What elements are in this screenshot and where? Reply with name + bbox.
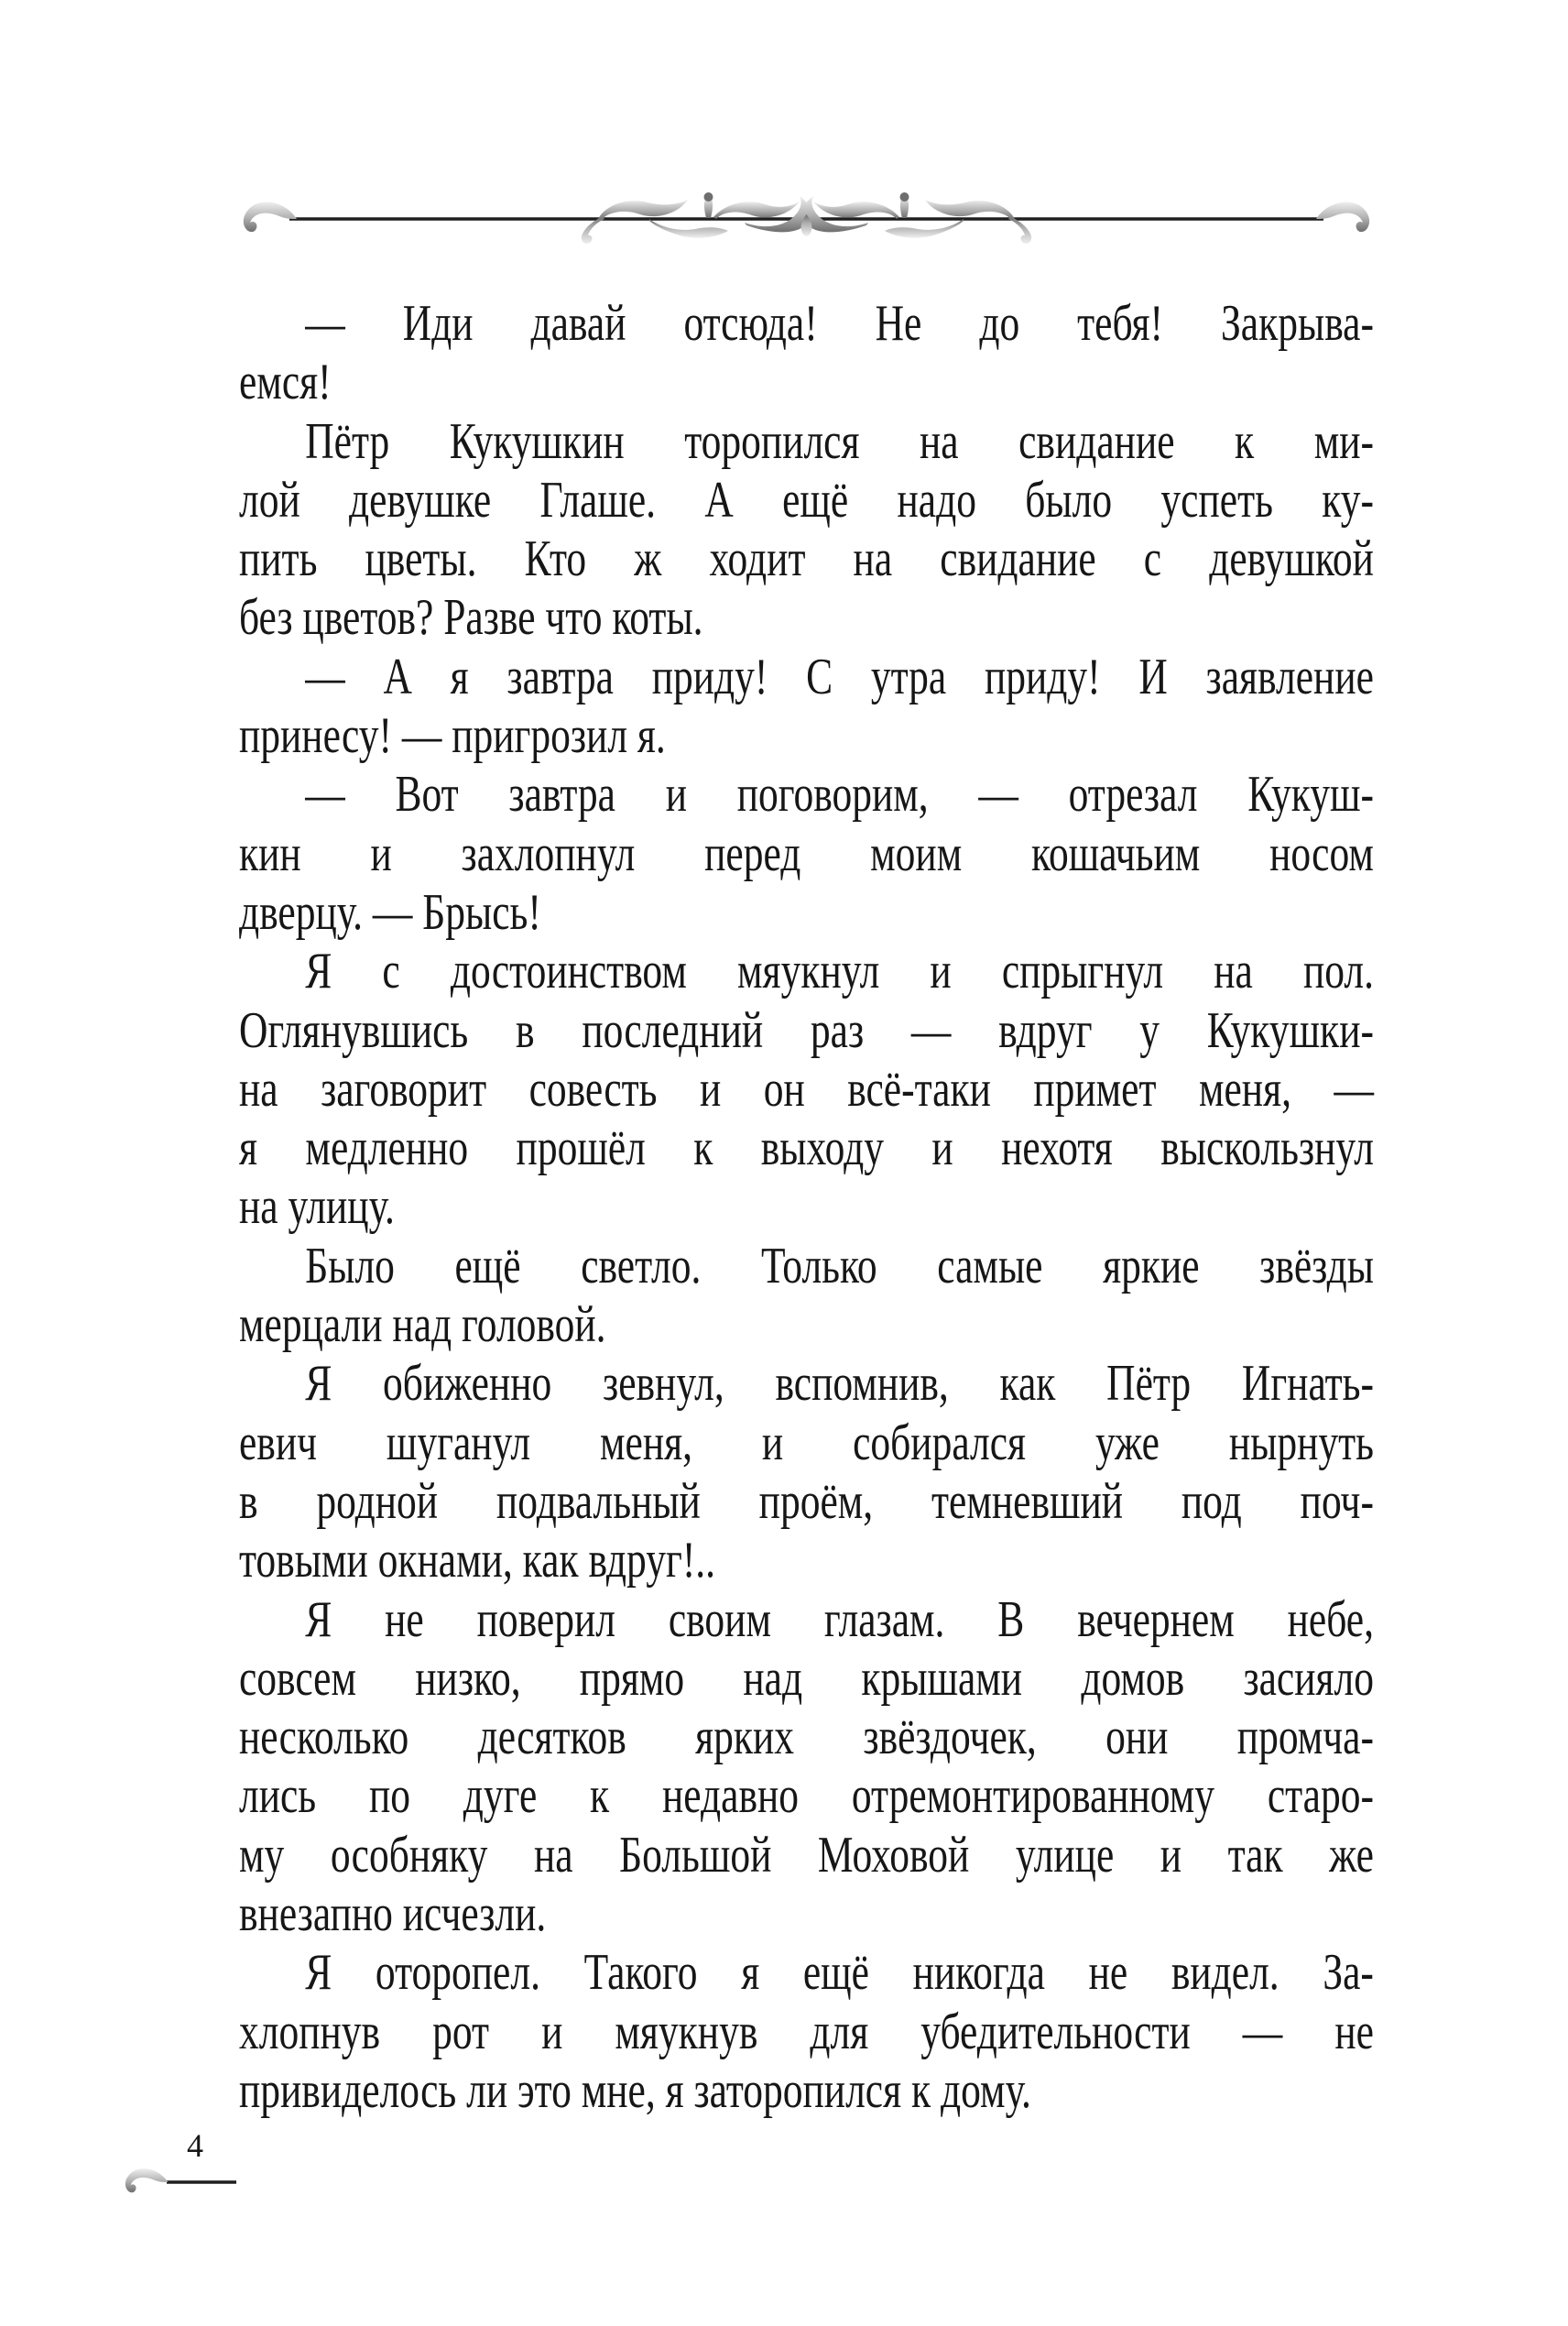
text-line: Оглянувшись в последний раз — вдруг у Кукушки-: [239, 1001, 1374, 1059]
text-line: пить цветы. Кто ж ходит на свидание с девушкой: [239, 530, 1374, 588]
text-line: Было ещё светло. Только самые яркие звёзды: [305, 1237, 1374, 1294]
text-line: Я оторопел. Такого я ещё никогда не видел. За-: [305, 1944, 1374, 2002]
text-line: — Вот завтра и поговорим, — отрезал Кукуш-: [305, 766, 1374, 824]
text-line: Я обиженно зевнул, вспомнив, как Пётр Игнать-: [305, 1355, 1374, 1413]
text-line: товыми окнами, как вдруг!..: [239, 1532, 716, 1589]
text-line: я медленно прошёл к выходу и нехотя выскользнул: [239, 1119, 1374, 1177]
text-line: внезапно исчезли.: [239, 1885, 547, 1943]
text-line: лой девушке Глаше. А ещё надо было успеть ку-: [239, 471, 1374, 529]
text-line: на улицу.: [239, 1178, 395, 1236]
text-line: Я не поверил своим глазам. В вечернем небе,: [305, 1590, 1374, 1648]
chapter-divider-ornament: [239, 181, 1374, 258]
text-line: Я с достоинством мяукнул и спрыгнул на пол.: [305, 943, 1374, 1000]
text-line: без цветов? Разве что коты.: [239, 589, 703, 647]
footer-flourish-ornament: [119, 2164, 238, 2200]
text-line: на заговорит совесть и он всё-таки примет меня, —: [239, 1060, 1374, 1118]
text-line: хлопнув рот и мяукнув для убедительности — не: [239, 2003, 1374, 2060]
text-line: лись по дуге к недавно отремонтированному старо-: [239, 1767, 1374, 1825]
text-line: кин и захлопнул перед моим кошачьим носом: [239, 824, 1374, 882]
text-line: принесу! — пригрозил я.: [239, 707, 666, 765]
text-line: привиделось ли это мне, я заторопился к дому.: [239, 2061, 1031, 2119]
text-line: — А я завтра приду! С утра приду! И заявление: [305, 648, 1374, 705]
text-line: евич шуганул меня, и собирался уже нырнуть: [239, 1414, 1374, 1471]
text-line: — Иди давай отсюда! Не до тебя! Закрыва-: [305, 295, 1374, 352]
page-number: 4: [187, 2127, 203, 2164]
text-line: емся!: [239, 354, 332, 411]
text-line: мерцали над головой.: [239, 1296, 606, 1354]
text-line: несколько десятков ярких звёздочек, они промча-: [239, 1709, 1374, 1766]
page-text: [239, 294, 1374, 2120]
text-line: в родной подвальный проём, темневший под поч-: [239, 1472, 1374, 1530]
text-line: совсем низко, прямо над крышами домов засияло: [239, 1649, 1374, 1707]
text-line: дверцу. — Брысь!: [239, 883, 541, 941]
text-line: Пётр Кукушкин торопился на свидание к ми-: [305, 412, 1374, 470]
text-line: му особняку на Большой Моховой улице и так же: [239, 1826, 1374, 1884]
